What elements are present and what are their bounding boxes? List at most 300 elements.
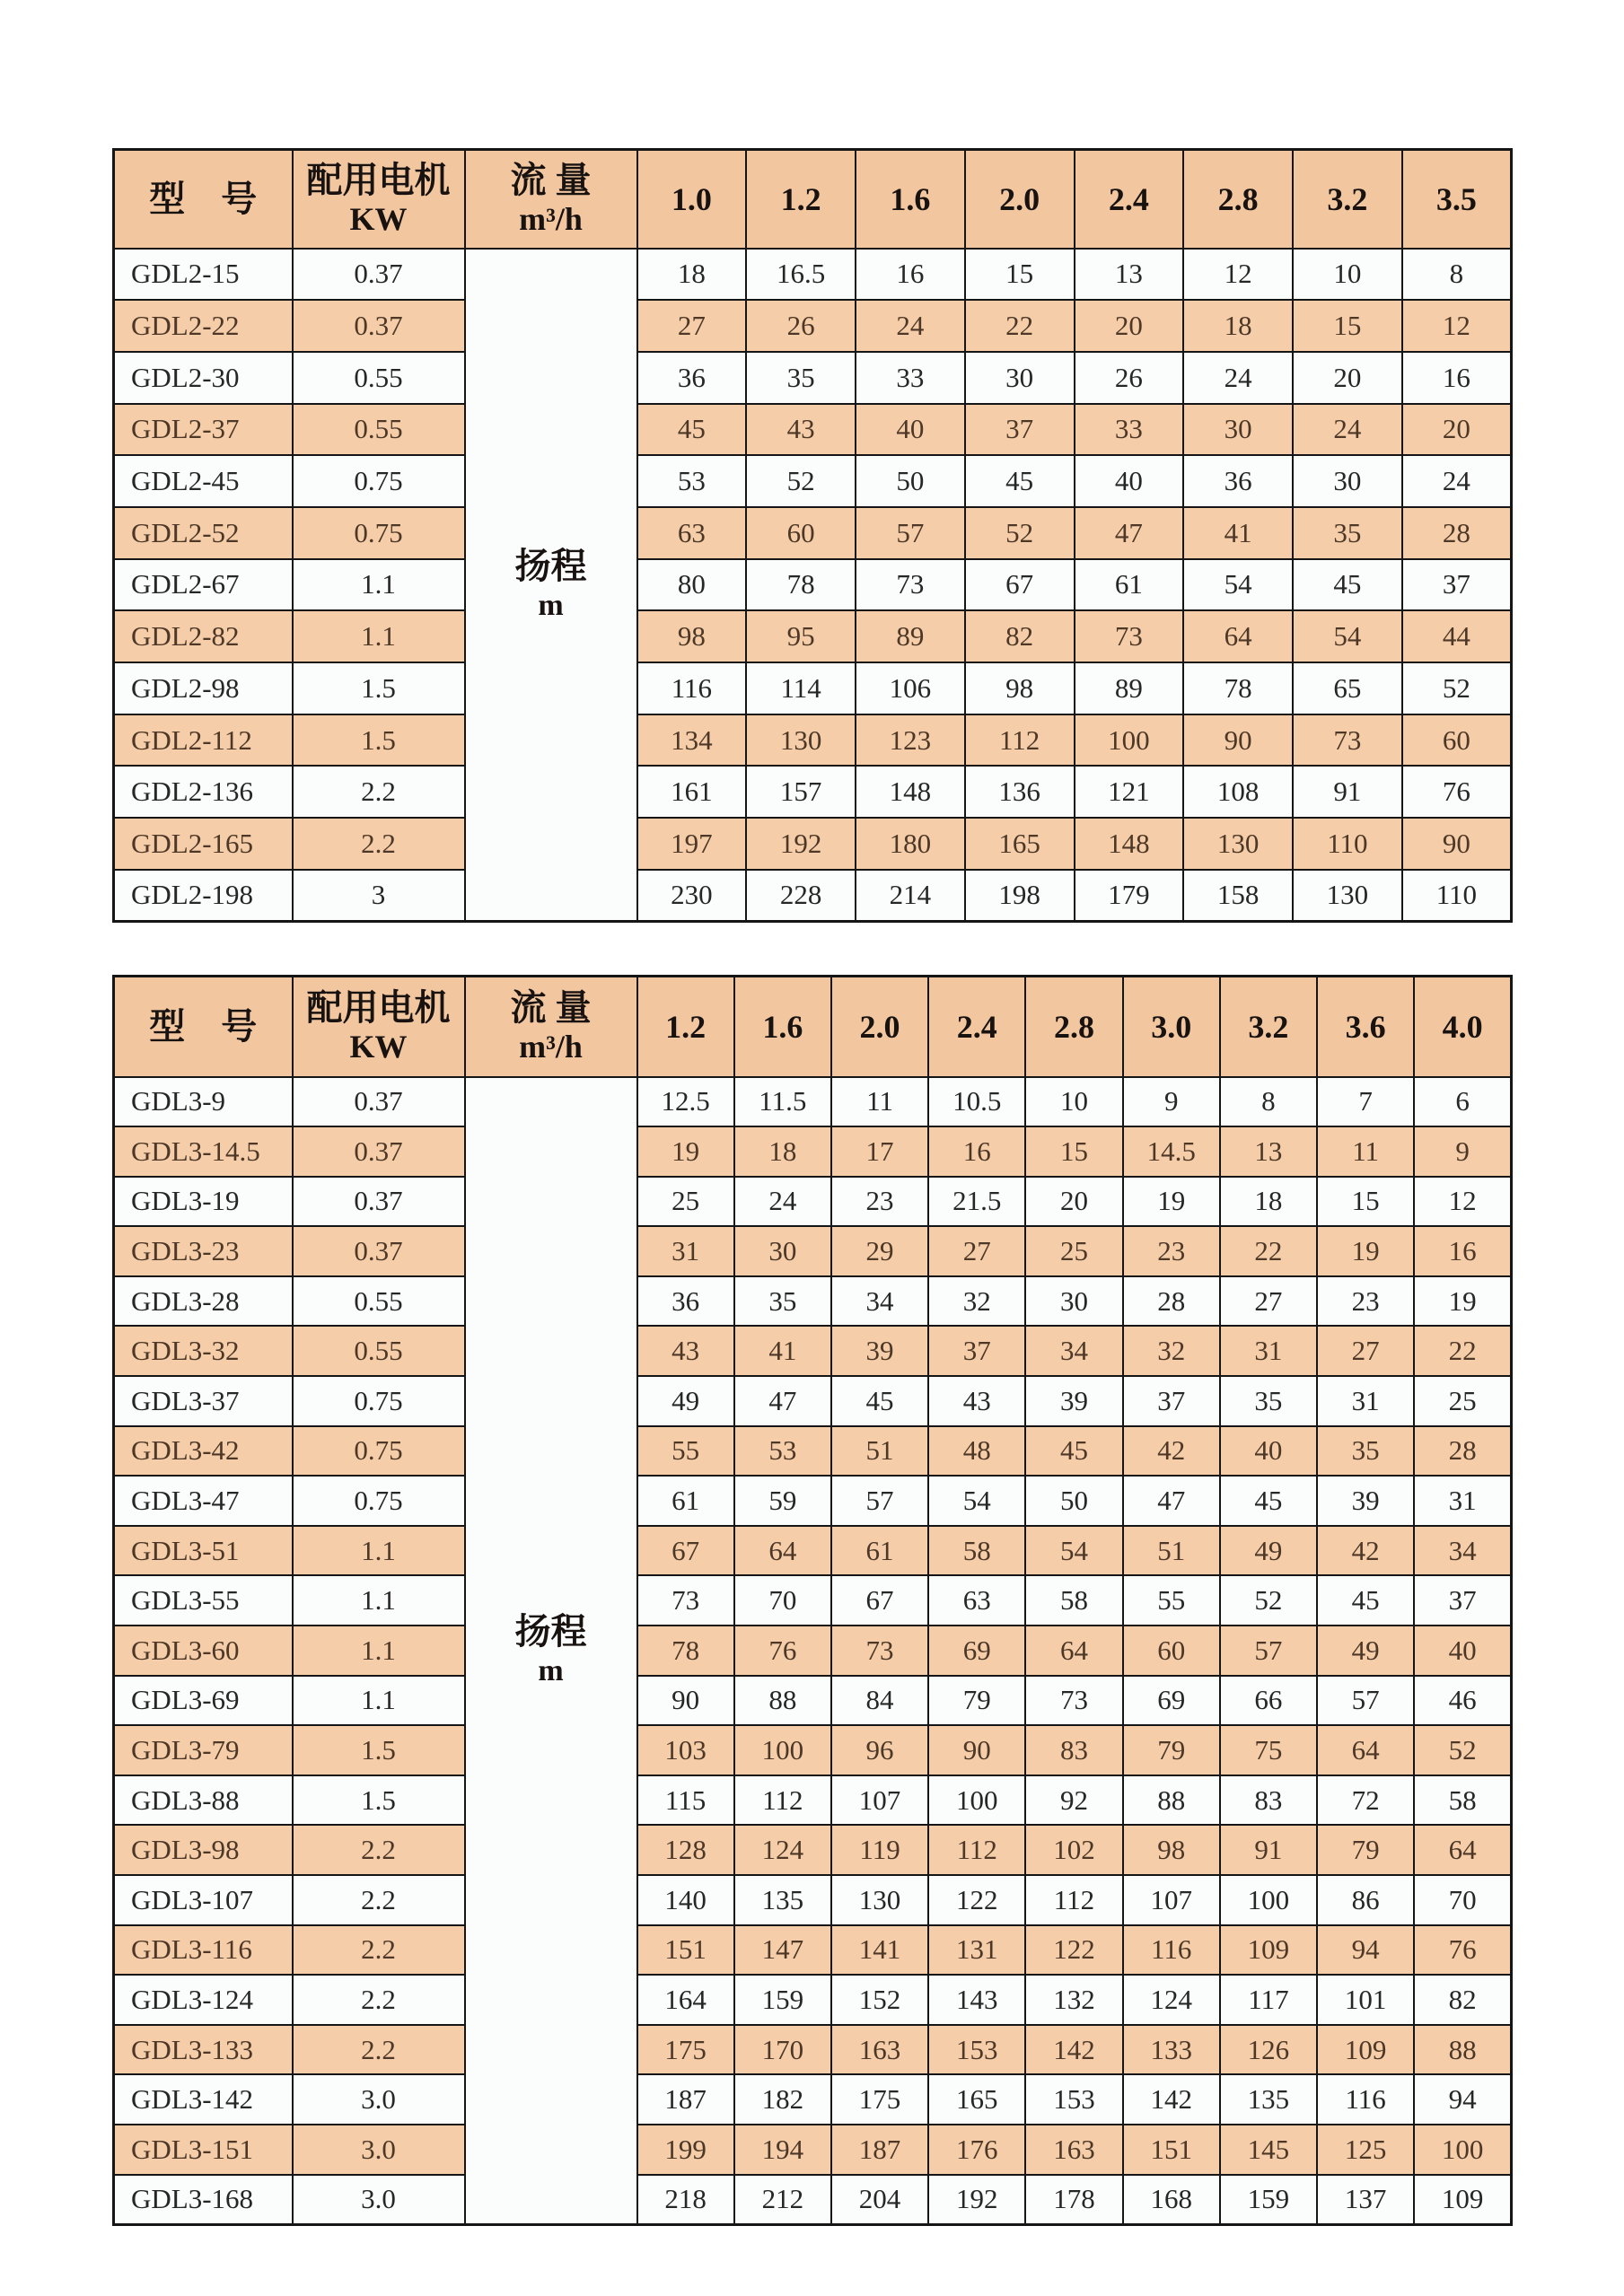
- model-cell: GDL2-136: [114, 766, 293, 818]
- head-value-cell: 102: [1025, 1825, 1122, 1875]
- head-value-cell: 89: [856, 610, 965, 662]
- flow-header-label: 流 量: [510, 160, 592, 201]
- table-row: [114, 818, 1512, 870]
- gdl2-spec-table: [112, 148, 1513, 923]
- motor-kw-cell: 1.5: [293, 1725, 465, 1775]
- head-value-cell: 43: [928, 1376, 1025, 1426]
- head-value-cell: 17: [831, 1126, 928, 1177]
- motor-kw-cell: 0.55: [293, 352, 465, 404]
- head-value-cell: 19: [1123, 1177, 1220, 1227]
- head-value-cell: 91: [1220, 1825, 1317, 1875]
- head-value-cell: 24: [856, 300, 965, 352]
- motor-kw-cell: 1.5: [293, 662, 465, 714]
- motor-kw-cell: 1.1: [293, 1626, 465, 1676]
- head-unit: m: [538, 588, 564, 622]
- head-value-cell: 43: [637, 1326, 734, 1376]
- head-value-cell: 176: [928, 2125, 1025, 2175]
- motor-kw-cell: 0.75: [293, 1426, 465, 1477]
- head-value-cell: 29: [831, 1226, 928, 1276]
- head-value-cell: 114: [746, 662, 856, 714]
- head-value-cell: 11: [1317, 1126, 1414, 1177]
- table-row: [114, 2125, 1512, 2175]
- model-cell: GDL3-60: [114, 1626, 293, 1676]
- table-row: [114, 1126, 1512, 1177]
- table-row: [114, 1426, 1512, 1477]
- head-value-cell: 34: [831, 1276, 928, 1327]
- head-value-cell: 47: [1123, 1476, 1220, 1526]
- head-value-cell: 78: [1183, 662, 1293, 714]
- head-value-cell: 23: [1123, 1226, 1220, 1276]
- flow-rate-header-cell: 1.2: [637, 977, 734, 1077]
- head-value-cell: 124: [1123, 1975, 1220, 2025]
- head-value-cell: 75: [1220, 1725, 1317, 1775]
- head-value-cell: 194: [734, 2125, 831, 2175]
- head-value-cell: 35: [734, 1276, 831, 1327]
- head-value-cell: 23: [831, 1177, 928, 1227]
- model-cell: GDL3-47: [114, 1476, 293, 1526]
- head-value-cell: 70: [1414, 1875, 1511, 1925]
- head-value-cell: 153: [1025, 2074, 1122, 2125]
- head-value-cell: 92: [1025, 1775, 1122, 1826]
- head-value-cell: 175: [831, 2074, 928, 2125]
- head-value-cell: 130: [746, 714, 856, 767]
- head-value-cell: 26: [1075, 352, 1184, 404]
- head-value-cell: 30: [1293, 455, 1402, 507]
- table-row: [114, 1925, 1512, 1976]
- head-value-cell: 15: [1317, 1177, 1414, 1227]
- head-value-cell: 82: [1414, 1975, 1511, 2025]
- head-value-cell: 78: [637, 1626, 734, 1676]
- head-value-cell: 164: [637, 1975, 734, 2025]
- head-unit-span-cell: [465, 1077, 637, 2225]
- head-value-cell: 30: [1183, 404, 1293, 456]
- head-value-cell: 109: [1414, 2175, 1511, 2225]
- head-value-cell: 60: [746, 507, 856, 559]
- head-value-cell: 159: [1220, 2175, 1317, 2225]
- head-value-cell: 78: [746, 559, 856, 611]
- flow-header-label: 流 量: [510, 987, 592, 1029]
- head-value-cell: 20: [1402, 404, 1512, 456]
- head-value-cell: 145: [1220, 2125, 1317, 2175]
- head-value-cell: 54: [1183, 559, 1293, 611]
- table-row: [114, 1626, 1512, 1676]
- head-value-cell: 112: [1025, 1875, 1122, 1925]
- table-row: [114, 1177, 1512, 1227]
- model-cell: GDL3-32: [114, 1326, 293, 1376]
- head-value-cell: 60: [1402, 714, 1512, 767]
- head-value-cell: 42: [1123, 1426, 1220, 1477]
- head-value-cell: 115: [637, 1775, 734, 1826]
- head-value-cell: 14.5: [1123, 1126, 1220, 1177]
- head-value-cell: 36: [637, 1276, 734, 1327]
- head-value-cell: 45: [1293, 559, 1402, 611]
- model-cell: GDL3-88: [114, 1775, 293, 1826]
- head-value-cell: 54: [928, 1476, 1025, 1526]
- head-value-cell: 182: [734, 2074, 831, 2125]
- model-cell: GDL2-98: [114, 662, 293, 714]
- head-value-cell: 13: [1075, 249, 1184, 301]
- motor-kw-cell: 0.75: [293, 1476, 465, 1526]
- motor-kw-cell: 3.0: [293, 2175, 465, 2225]
- head-value-cell: 136: [965, 766, 1075, 818]
- motor-kw-cell: 0.37: [293, 249, 465, 301]
- motor-kw-cell: 0.75: [293, 455, 465, 507]
- head-value-cell: 116: [637, 662, 747, 714]
- head-value-cell: 50: [1025, 1476, 1122, 1526]
- head-value-cell: 49: [637, 1376, 734, 1426]
- head-value-cell: 125: [1317, 2125, 1414, 2175]
- head-unit: m: [538, 1654, 564, 1688]
- head-value-cell: 79: [1317, 1825, 1414, 1875]
- head-value-cell: 122: [1025, 1925, 1122, 1976]
- head-value-cell: 57: [831, 1476, 928, 1526]
- model-cell: GDL2-82: [114, 610, 293, 662]
- head-value-cell: 124: [734, 1825, 831, 1875]
- flow-rate-header-cell: 3.2: [1220, 977, 1317, 1077]
- head-value-cell: 143: [928, 1975, 1025, 2025]
- model-cell: GDL2-37: [114, 404, 293, 456]
- table-row: [114, 455, 1512, 507]
- gdl3-spec-table: [112, 975, 1513, 2226]
- head-value-cell: 35: [746, 352, 856, 404]
- head-value-cell: 10: [1293, 249, 1402, 301]
- flow-rate-header-cell: 3.6: [1317, 977, 1414, 1077]
- head-value-cell: 135: [1220, 2074, 1317, 2125]
- head-value-cell: 57: [1220, 1626, 1317, 1676]
- motor-kw-cell: 3.0: [293, 2125, 465, 2175]
- head-value-cell: 121: [1075, 766, 1184, 818]
- model-header-label: 型 号: [149, 1005, 258, 1047]
- head-value-cell: 57: [856, 507, 965, 559]
- flow-rate-header-cell: 2.4: [928, 977, 1025, 1077]
- motor-kw-cell: 2.2: [293, 2025, 465, 2075]
- flow-rate-header-cell: 3.5: [1402, 150, 1512, 249]
- head-value-cell: 24: [1293, 404, 1402, 456]
- head-value-cell: 180: [856, 818, 965, 870]
- motor-header-label: 配用电机: [306, 160, 451, 201]
- table-row: [114, 1676, 1512, 1726]
- head-label: 扬程: [514, 1611, 587, 1652]
- head-value-cell: 103: [637, 1725, 734, 1775]
- model-cell: GDL3-69: [114, 1676, 293, 1726]
- head-value-cell: 61: [637, 1476, 734, 1526]
- head-value-cell: 18: [637, 249, 747, 301]
- model-cell: GDL2-165: [114, 818, 293, 870]
- head-value-cell: 64: [1025, 1626, 1122, 1676]
- head-value-cell: 23: [1317, 1276, 1414, 1327]
- table-row: [114, 352, 1512, 404]
- table-row: [114, 1825, 1512, 1875]
- head-value-cell: 45: [965, 455, 1075, 507]
- model-cell: GDL3-107: [114, 1875, 293, 1925]
- head-value-cell: 187: [637, 2074, 734, 2125]
- head-value-cell: 98: [637, 610, 747, 662]
- head-value-cell: 45: [1025, 1426, 1122, 1477]
- head-value-cell: 142: [1123, 2074, 1220, 2125]
- head-value-cell: 40: [1220, 1426, 1317, 1477]
- head-unit-span-cell: [465, 249, 637, 922]
- head-value-cell: 45: [1220, 1476, 1317, 1526]
- flow-rate-header-cell: 3.0: [1123, 977, 1220, 1077]
- motor-header-unit: KW: [349, 1029, 408, 1065]
- head-value-cell: 21.5: [928, 1177, 1025, 1227]
- head-value-cell: 8: [1220, 1077, 1317, 1127]
- t1-body: [114, 249, 1512, 922]
- head-value-cell: 33: [856, 352, 965, 404]
- table-row: [114, 1326, 1512, 1376]
- head-value-cell: 47: [734, 1376, 831, 1426]
- t1-motor-header: [293, 150, 465, 249]
- head-value-cell: 147: [734, 1925, 831, 1976]
- head-value-cell: 30: [1025, 1276, 1122, 1327]
- flow-rate-header-cell: 4.0: [1414, 977, 1511, 1077]
- head-value-cell: 40: [1075, 455, 1184, 507]
- head-value-cell: 12.5: [637, 1077, 734, 1127]
- head-value-cell: 148: [1075, 818, 1184, 870]
- table-row: [114, 300, 1512, 352]
- head-value-cell: 58: [1025, 1575, 1122, 1626]
- head-value-cell: 175: [637, 2025, 734, 2075]
- head-value-cell: 117: [1220, 1975, 1317, 2025]
- head-value-cell: 22: [965, 300, 1075, 352]
- head-value-cell: 94: [1414, 2074, 1511, 2125]
- table-row: [114, 1226, 1512, 1276]
- model-cell: GDL2-45: [114, 455, 293, 507]
- head-value-cell: 192: [928, 2175, 1025, 2225]
- flow-rate-header-cell: 2.4: [1075, 150, 1184, 249]
- head-value-cell: 31: [1220, 1326, 1317, 1376]
- flow-rate-header-cell: 1.6: [734, 977, 831, 1077]
- model-cell: GDL3-151: [114, 2125, 293, 2175]
- head-value-cell: 59: [734, 1476, 831, 1526]
- head-value-cell: 53: [734, 1426, 831, 1477]
- head-value-cell: 25: [1414, 1376, 1511, 1426]
- table-row: [114, 1526, 1512, 1576]
- head-value-cell: 48: [928, 1426, 1025, 1477]
- motor-kw-cell: 1.1: [293, 1526, 465, 1576]
- head-value-cell: 132: [1025, 1975, 1122, 2025]
- head-value-cell: 163: [831, 2025, 928, 2075]
- head-value-cell: 90: [1402, 818, 1512, 870]
- head-value-cell: 40: [856, 404, 965, 456]
- head-value-cell: 42: [1317, 1526, 1414, 1576]
- table-row: [114, 766, 1512, 818]
- head-value-cell: 19: [1317, 1226, 1414, 1276]
- head-value-cell: 25: [1025, 1226, 1122, 1276]
- head-value-cell: 88: [1414, 2025, 1511, 2075]
- head-value-cell: 108: [1183, 766, 1293, 818]
- head-value-cell: 109: [1317, 2025, 1414, 2075]
- head-value-cell: 135: [734, 1875, 831, 1925]
- flow-rate-header-cell: 1.0: [637, 150, 747, 249]
- head-value-cell: 161: [637, 766, 747, 818]
- motor-kw-cell: 2.2: [293, 1825, 465, 1875]
- head-value-cell: 65: [1293, 662, 1402, 714]
- head-value-cell: 66: [1220, 1676, 1317, 1726]
- head-value-cell: 54: [1293, 610, 1402, 662]
- head-value-cell: 83: [1025, 1725, 1122, 1775]
- head-value-cell: 163: [1025, 2125, 1122, 2175]
- motor-kw-cell: 3: [293, 870, 465, 922]
- table-row: [114, 1875, 1512, 1925]
- head-value-cell: 34: [1414, 1526, 1511, 1576]
- flow-rate-header-cell: 2.0: [831, 977, 928, 1077]
- head-value-cell: 94: [1317, 1925, 1414, 1976]
- head-value-cell: 36: [637, 352, 747, 404]
- head-value-cell: 9: [1123, 1077, 1220, 1127]
- motor-kw-cell: 3.0: [293, 2074, 465, 2125]
- model-cell: GDL3-37: [114, 1376, 293, 1426]
- table-row: [114, 2074, 1512, 2125]
- head-value-cell: 84: [831, 1676, 928, 1726]
- head-value-cell: 10.5: [928, 1077, 1025, 1127]
- head-value-cell: 157: [746, 766, 856, 818]
- head-value-cell: 52: [1402, 662, 1512, 714]
- head-value-cell: 142: [1025, 2025, 1122, 2075]
- model-cell: GDL3-19: [114, 1177, 293, 1227]
- head-value-cell: 79: [928, 1676, 1025, 1726]
- head-value-cell: 107: [1123, 1875, 1220, 1925]
- head-value-cell: 159: [734, 1975, 831, 2025]
- head-value-cell: 64: [1317, 1725, 1414, 1775]
- head-value-cell: 45: [1317, 1575, 1414, 1626]
- head-value-cell: 73: [1293, 714, 1402, 767]
- head-value-cell: 55: [637, 1426, 734, 1477]
- head-value-cell: 58: [928, 1526, 1025, 1576]
- head-value-cell: 130: [1183, 818, 1293, 870]
- table-row: [114, 870, 1512, 922]
- head-value-cell: 79: [1123, 1725, 1220, 1775]
- head-value-cell: 41: [1183, 507, 1293, 559]
- head-value-cell: 70: [734, 1575, 831, 1626]
- model-cell: GDL3-142: [114, 2074, 293, 2125]
- head-value-cell: 58: [1414, 1775, 1511, 1826]
- head-value-cell: 91: [1293, 766, 1402, 818]
- head-value-cell: 130: [831, 1875, 928, 1925]
- head-value-cell: 30: [734, 1226, 831, 1276]
- t2-header-row: [114, 977, 1512, 1077]
- flow-rate-header-cell: 1.2: [746, 150, 856, 249]
- head-value-cell: 151: [637, 1925, 734, 1976]
- head-value-cell: 35: [1293, 507, 1402, 559]
- head-value-cell: 110: [1402, 870, 1512, 922]
- head-value-cell: 28: [1123, 1276, 1220, 1327]
- head-value-cell: 64: [1183, 610, 1293, 662]
- head-value-cell: 151: [1123, 2125, 1220, 2175]
- table-row: [114, 1725, 1512, 1775]
- head-value-cell: 44: [1402, 610, 1512, 662]
- head-value-cell: 198: [965, 870, 1075, 922]
- flow-rate-header-cell: 1.6: [856, 150, 965, 249]
- flow-rate-header-cell: 2.8: [1025, 977, 1122, 1077]
- motor-kw-cell: 2.2: [293, 1875, 465, 1925]
- motor-kw-cell: 0.55: [293, 404, 465, 456]
- head-value-cell: 131: [928, 1925, 1025, 1976]
- table-row: [114, 559, 1512, 611]
- table-row: [114, 1476, 1512, 1526]
- head-value-cell: 12: [1414, 1177, 1511, 1227]
- head-value-cell: 100: [1075, 714, 1184, 767]
- head-value-cell: 165: [965, 818, 1075, 870]
- table-row: [114, 1276, 1512, 1327]
- model-cell: GDL2-15: [114, 249, 293, 301]
- head-value-cell: 140: [637, 1875, 734, 1925]
- head-value-cell: 6: [1414, 1077, 1511, 1127]
- head-value-cell: 24: [1183, 352, 1293, 404]
- head-value-cell: 168: [1123, 2175, 1220, 2225]
- t2-motor-header: [293, 977, 465, 1077]
- head-value-cell: 72: [1317, 1775, 1414, 1826]
- head-value-cell: 45: [831, 1376, 928, 1426]
- head-value-cell: 82: [965, 610, 1075, 662]
- motor-header-label: 配用电机: [306, 987, 451, 1029]
- flow-rate-header-cell: 2.0: [965, 150, 1075, 249]
- head-value-cell: 112: [928, 1825, 1025, 1875]
- motor-kw-cell: 2.2: [293, 818, 465, 870]
- t2-model-header: [114, 977, 293, 1077]
- head-value-cell: 18: [1183, 300, 1293, 352]
- head-value-cell: 152: [831, 1975, 928, 2025]
- model-cell: GDL3-23: [114, 1226, 293, 1276]
- table-row: [114, 714, 1512, 767]
- head-value-cell: 11: [831, 1077, 928, 1127]
- model-cell: GDL3-28: [114, 1276, 293, 1327]
- model-cell: GDL3-55: [114, 1575, 293, 1626]
- head-value-cell: 73: [1025, 1676, 1122, 1726]
- model-cell: GDL2-67: [114, 559, 293, 611]
- head-value-cell: 27: [928, 1226, 1025, 1276]
- head-value-cell: 28: [1402, 507, 1512, 559]
- head-value-cell: 106: [856, 662, 965, 714]
- head-value-cell: 88: [734, 1676, 831, 1726]
- motor-kw-cell: 0.37: [293, 300, 465, 352]
- head-value-cell: 9: [1414, 1126, 1511, 1177]
- head-value-cell: 25: [637, 1177, 734, 1227]
- head-value-cell: 27: [1317, 1326, 1414, 1376]
- head-value-cell: 52: [965, 507, 1075, 559]
- model-cell: GDL2-22: [114, 300, 293, 352]
- head-value-cell: 16: [928, 1126, 1025, 1177]
- table-row: [114, 404, 1512, 456]
- motor-kw-cell: 1.5: [293, 714, 465, 767]
- motor-kw-cell: 2.2: [293, 1975, 465, 2025]
- table-row: [114, 249, 1512, 301]
- head-value-cell: 67: [965, 559, 1075, 611]
- head-value-cell: 230: [637, 870, 747, 922]
- head-value-cell: 35: [1317, 1426, 1414, 1477]
- head-value-cell: 179: [1075, 870, 1184, 922]
- head-value-cell: 123: [856, 714, 965, 767]
- head-value-cell: 53: [637, 455, 747, 507]
- head-value-cell: 8: [1402, 249, 1512, 301]
- model-cell: GDL2-112: [114, 714, 293, 767]
- head-value-cell: 52: [1220, 1575, 1317, 1626]
- head-value-cell: 22: [1220, 1226, 1317, 1276]
- t2-flow-header: [465, 977, 637, 1077]
- head-value-cell: 19: [1414, 1276, 1511, 1327]
- model-cell: GDL3-42: [114, 1426, 293, 1477]
- model-cell: GDL2-52: [114, 507, 293, 559]
- head-value-cell: 109: [1220, 1925, 1317, 1976]
- head-value-cell: 76: [734, 1626, 831, 1676]
- head-value-cell: 88: [1123, 1775, 1220, 1826]
- table-row: [114, 1376, 1512, 1426]
- head-value-cell: 73: [637, 1575, 734, 1626]
- head-value-cell: 60: [1123, 1626, 1220, 1676]
- head-value-cell: 57: [1317, 1676, 1414, 1726]
- head-value-cell: 153: [928, 2025, 1025, 2075]
- head-value-cell: 61: [831, 1526, 928, 1576]
